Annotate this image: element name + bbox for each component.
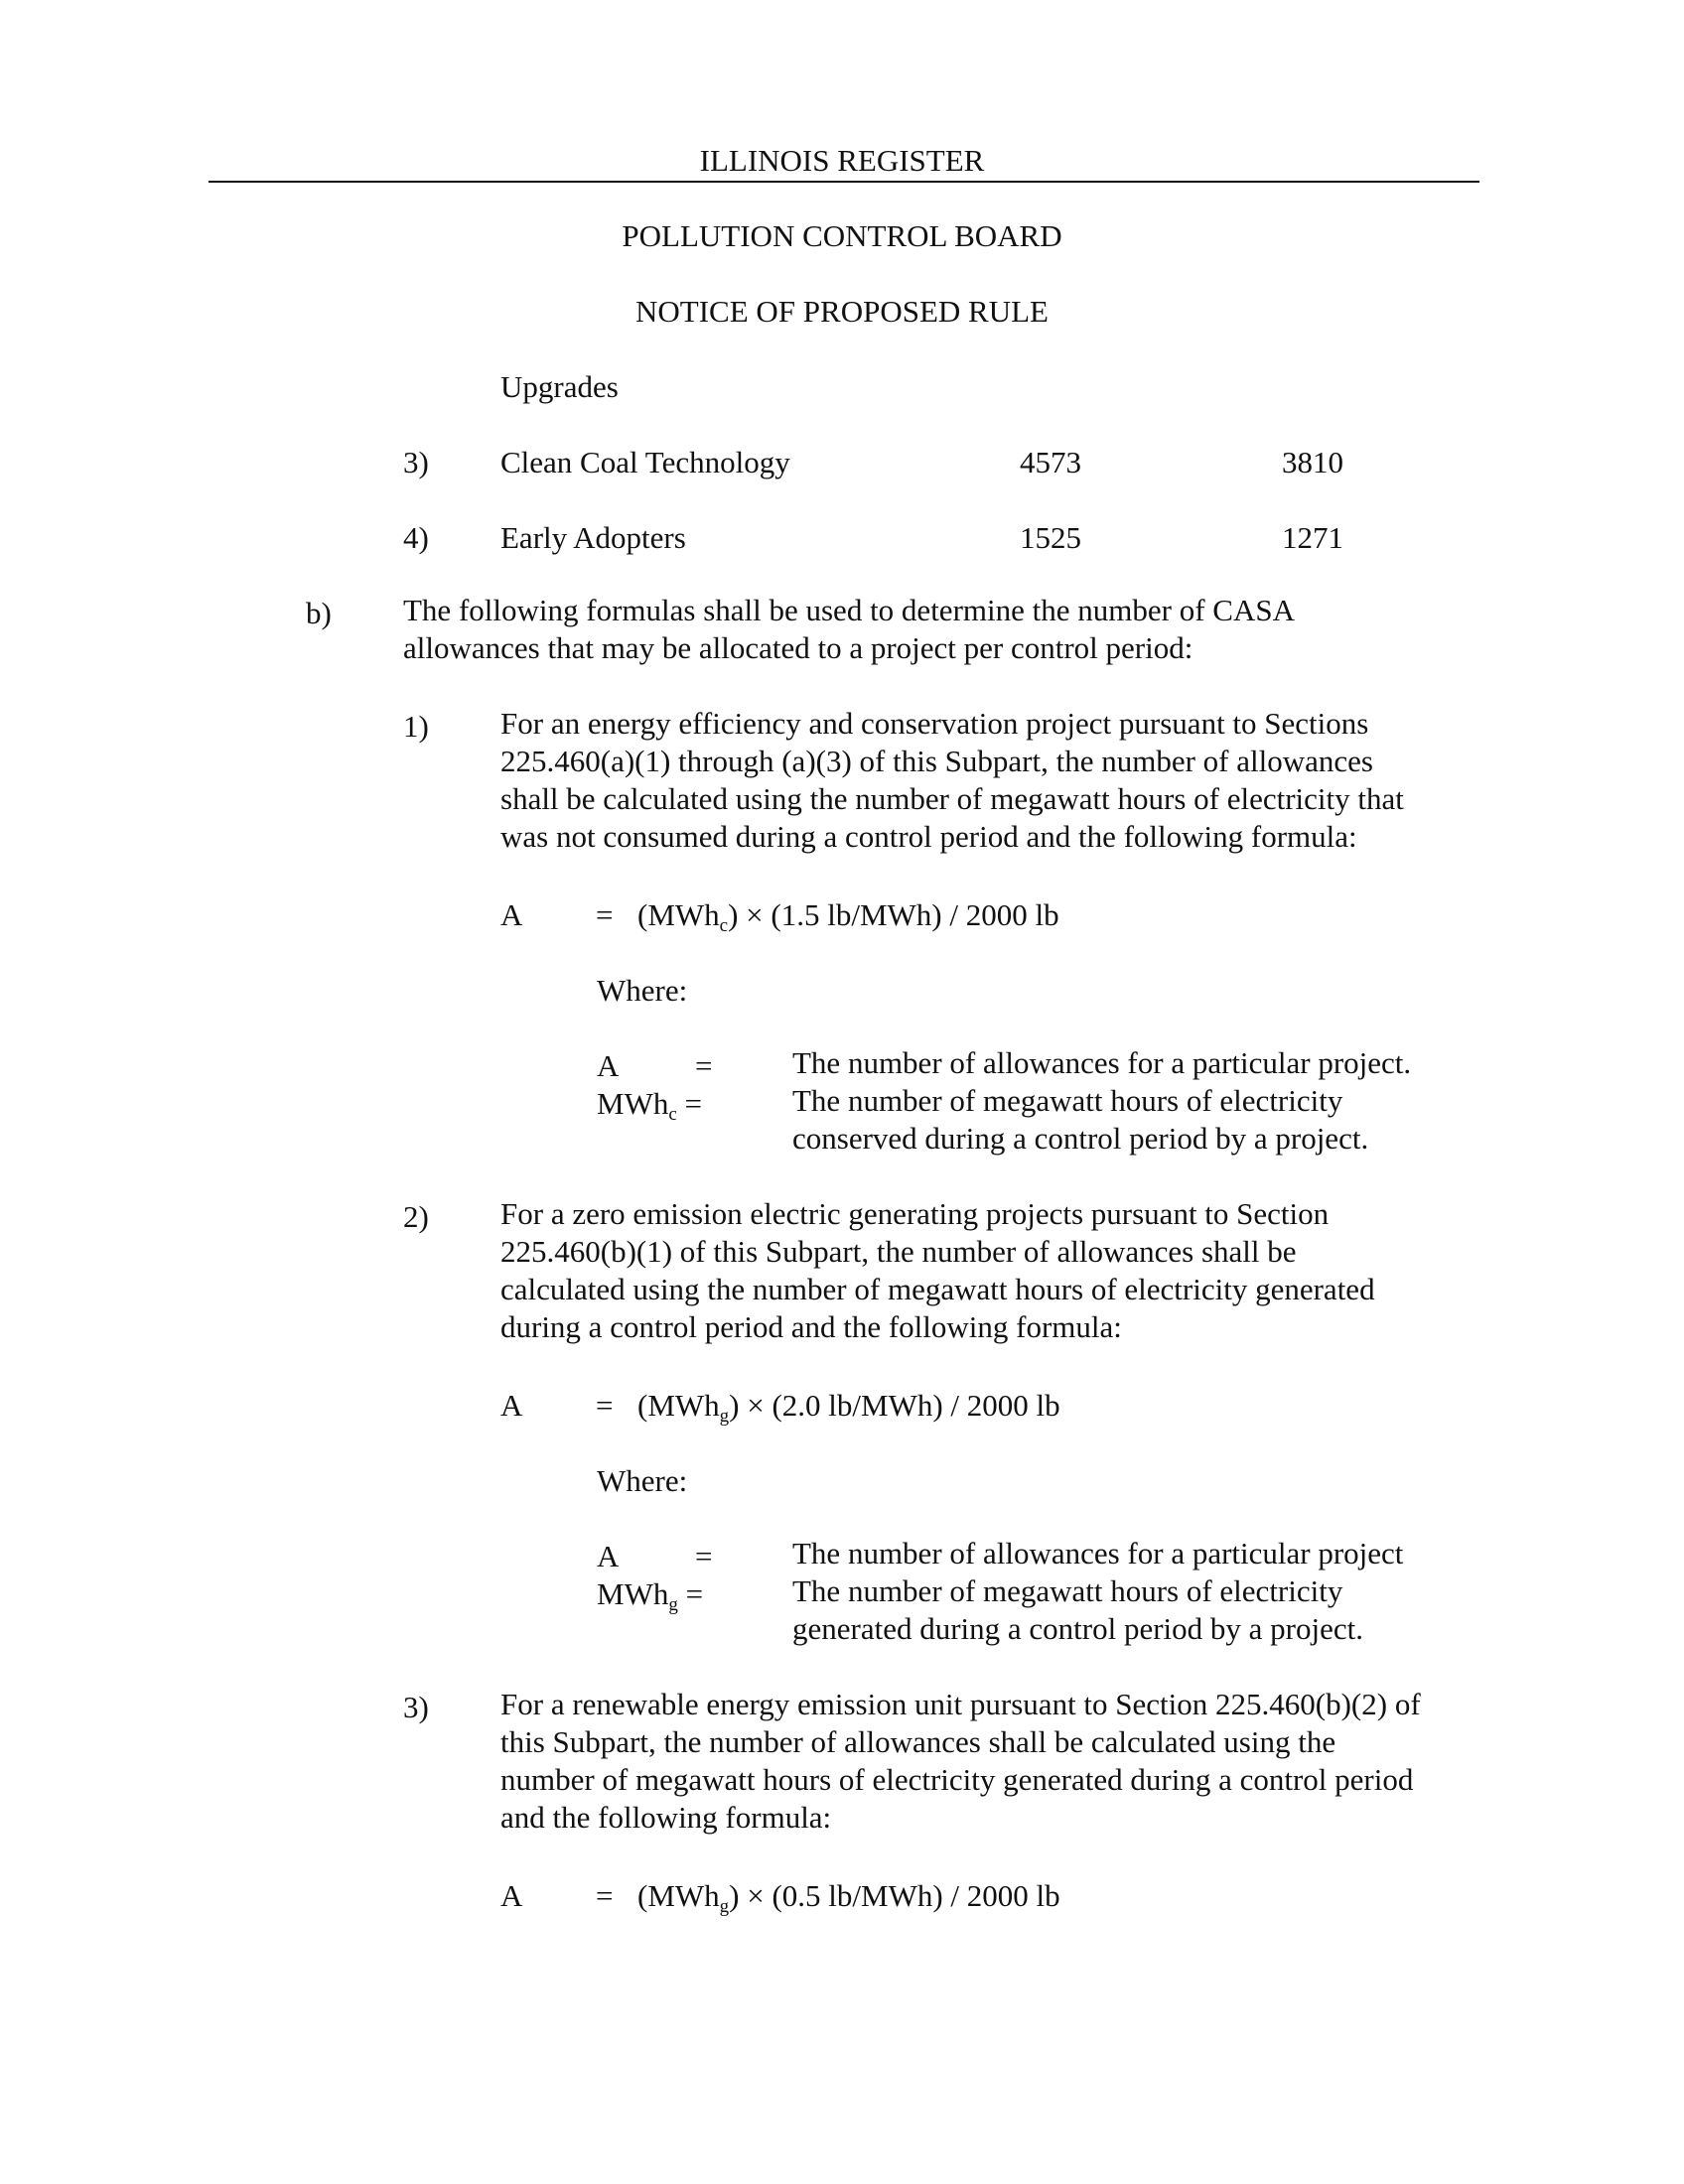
paragraph-line: For a zero emission electric generating projects pursuant to Section xyxy=(500,1196,1330,1231)
paragraph-line: number of megawatt hours of electricity generated during a control period xyxy=(500,1762,1414,1797)
paragraph-line: For a renewable energy emission unit pursuant to Section 225.460(b)(2) of xyxy=(500,1687,1421,1721)
definition-term: MWh$_c$ = xyxy=(597,1086,702,1125)
row-value-1: 1525 xyxy=(1020,520,1081,555)
row-label: Early Adopters xyxy=(500,520,686,555)
register-title: ILLINOIS REGISTER xyxy=(699,143,985,178)
item-2-paragraph xyxy=(500,1195,1375,1346)
definition-term: A xyxy=(597,1048,620,1083)
notice-title: NOTICE OF PROPOSED RULE xyxy=(635,294,1049,329)
upgrades-label: Upgrades xyxy=(500,369,619,404)
item-1-number: 1) xyxy=(403,709,429,744)
definition-text: The number of allowances for a particular project. xyxy=(792,1045,1412,1080)
paragraph-line: 225.460(a)(1) through (a)(3) of this Subpart, the number of allowances xyxy=(500,744,1373,778)
paragraph-line: allowances that may be allocated to a project per control period: xyxy=(403,630,1193,665)
section-b-paragraph xyxy=(403,592,1295,667)
formula-lhs: A xyxy=(500,1388,523,1423)
paragraph-line: 225.460(b)(1) of this Subpart, the number of allowances shall be xyxy=(500,1234,1297,1269)
item-3-paragraph xyxy=(500,1686,1421,1837)
formula-rhs: (MWh$_g$) × (0.5 lb/MWh) / 2000 lb xyxy=(637,1878,1060,1917)
row-value-1: 4573 xyxy=(1020,445,1081,479)
where-label: Where: xyxy=(597,1463,688,1498)
item-2-number: 2) xyxy=(403,1199,429,1234)
header-rule xyxy=(209,181,1479,183)
paragraph-line: this Subpart, the number of allowances shall be calculated using the xyxy=(500,1724,1336,1759)
definition-equals: = xyxy=(695,1539,713,1573)
paragraph-line: was not consumed during a control period and the following formula: xyxy=(500,819,1357,854)
section-b-marker: b) xyxy=(306,596,332,630)
formula-equals: = xyxy=(596,1878,614,1913)
row-number: 3) xyxy=(403,445,429,479)
formula-rhs: (MWh$_c$) × (1.5 lb/MWh) / 2000 lb xyxy=(637,897,1059,936)
definition-text: The number of megawatt hours of electricity generated during a control period by a project. xyxy=(792,1573,1363,1646)
formula-equals: = xyxy=(596,897,614,932)
formula-rhs: (MWh$_g$) × (2.0 lb/MWh) / 2000 lb xyxy=(637,1388,1060,1427)
definition-text: The number of allowances for a particular project xyxy=(792,1536,1404,1570)
row-number: 4) xyxy=(403,520,429,555)
definition-term: A xyxy=(597,1539,620,1573)
formula-equals: = xyxy=(596,1388,614,1423)
definition-equals: = xyxy=(695,1048,713,1083)
paragraph-line: shall be calculated using the number of megawatt hours of electricity that xyxy=(500,781,1404,816)
formula-lhs: A xyxy=(500,1878,523,1913)
paragraph-line: The following formulas shall be used to determine the number of CASA xyxy=(403,593,1295,627)
row-label: Clean Coal Technology xyxy=(500,445,790,479)
item-3-number: 3) xyxy=(403,1690,429,1724)
board-title: POLLUTION CONTROL BOARD xyxy=(622,218,1062,253)
paragraph-line: calculated using the number of megawatt hours of electricity generated xyxy=(500,1272,1375,1306)
formula-lhs: A xyxy=(500,897,523,932)
paragraph-line: and the following formula: xyxy=(500,1800,832,1835)
definition-term: MWh$_g$ = xyxy=(597,1576,704,1615)
paragraph-line: during a control period and the following formula: xyxy=(500,1309,1122,1344)
where-label: Where: xyxy=(597,973,688,1008)
row-value-2: 3810 xyxy=(1282,445,1343,479)
row-value-2: 1271 xyxy=(1282,520,1343,555)
item-1-paragraph xyxy=(500,705,1404,856)
definition-text: The number of megawatt hours of electricity conserved during a control period by a project. xyxy=(792,1083,1369,1156)
paragraph-line: For an energy efficiency and conservation project pursuant to Sections xyxy=(500,706,1369,741)
